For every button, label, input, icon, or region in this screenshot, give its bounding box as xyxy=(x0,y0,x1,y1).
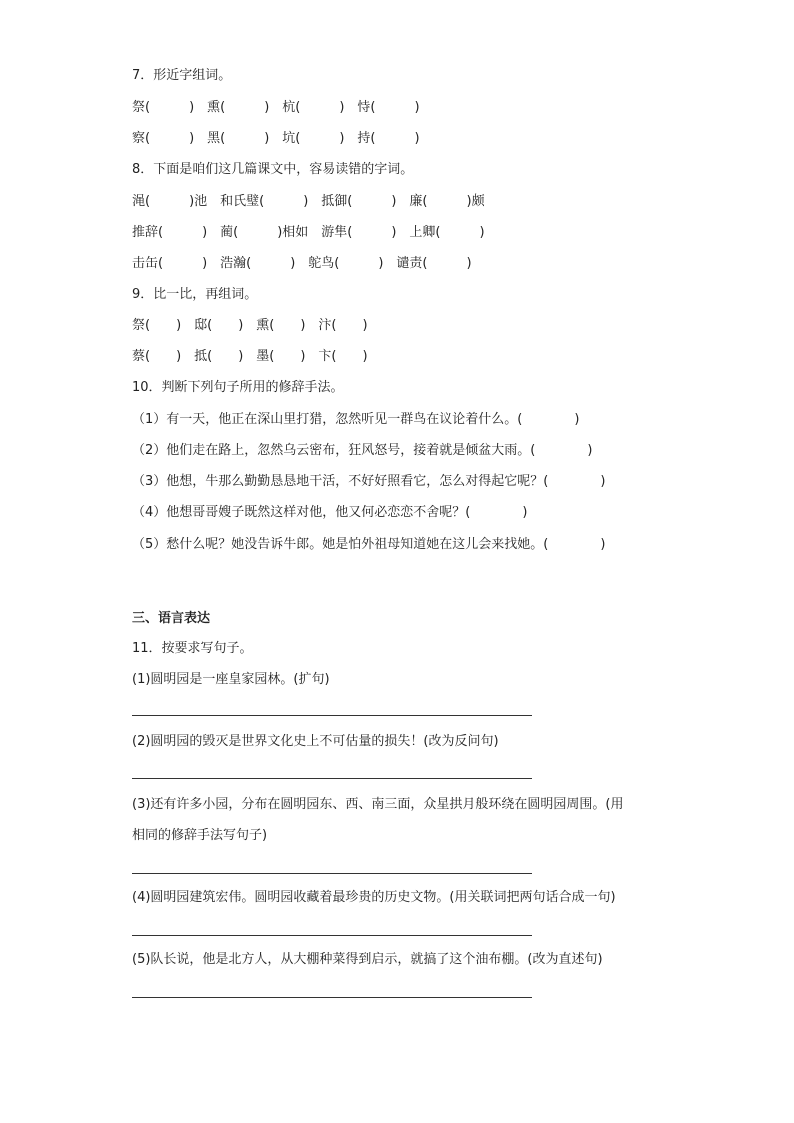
q8-row-3: 击缶( ) 浩瀚( ) 鸵鸟( ) 谴责( ) xyxy=(132,256,472,271)
q11-item: (1)圆明园是一座皇家园林。(扩句) xyxy=(132,672,330,687)
q10-item: （1）有一天，他正在深山里打猎，忽然听见一群鸟在议论着什么。( ) xyxy=(132,412,580,427)
q11-item: (4)圆明园建筑宏伟。圆明园收藏着最珍贵的历史文物。(用关联词把两句话合成一句) xyxy=(132,890,616,905)
q9-title: 9．比一比，再组词。 xyxy=(132,287,258,302)
q8-row-1: 渑( )池 和氏璧( ) 抵御( ) 廉( )颇 xyxy=(132,194,485,209)
answer-line[interactable] xyxy=(132,935,532,936)
q11-title: 11．按要求写句子。 xyxy=(132,641,253,656)
q10-item: （4）他想哥哥嫂子既然这样对他，他又何必恋恋不舍呢？( ) xyxy=(132,505,528,520)
q11-item-continuation: 相同的修辞手法写句子) xyxy=(132,828,268,843)
q9-row-2: 蔡( ) 抵( ) 墨( ) 卞( ) xyxy=(132,349,368,364)
q11-item: (2)圆明园的毁灭是世界文化史上不可估量的损失！(改为反问句) xyxy=(132,734,499,749)
q10-title: 10．判断下列句子所用的修辞手法。 xyxy=(132,380,344,395)
q10-item: （2）他们走在路上，忽然乌云密布，狂风怒号，接着就是倾盆大雨。( ) xyxy=(132,443,593,458)
q8-title: 8．下面是咱们这几篇课文中，容易读错的字词。 xyxy=(132,162,414,177)
answer-line[interactable] xyxy=(132,715,532,716)
answer-line[interactable] xyxy=(132,997,532,998)
q10-item: （5）愁什么呢？她没告诉牛郎。她是怕外祖母知道她在这儿会来找她。( ) xyxy=(132,537,606,552)
q9-row-1: 祭( ) 邸( ) 熏( ) 汴( ) xyxy=(132,318,368,333)
q11-item: (3)还有许多小园，分布在圆明园东、西、南三面，众星拱月般环绕在圆明园周围。(用 xyxy=(132,797,624,812)
answer-line[interactable] xyxy=(132,873,532,874)
answer-line[interactable] xyxy=(132,778,532,779)
q10-item: （3）他想，牛那么勤勤恳恳地干活，不好好照看它，怎么对得起它呢？( ) xyxy=(132,474,606,489)
q7-row-2: 察( ) 黑( ) 坑( ) 持( ) xyxy=(132,131,420,146)
section-title-language-expression: 三、语言表达 xyxy=(132,611,211,626)
q7-title: 7．形近字组词。 xyxy=(132,68,232,83)
q7-row-1: 祭( ) 熏( ) 杭( ) 恃( ) xyxy=(132,100,420,115)
q11-item: (5)队长说，他是北方人，从大棚种菜得到启示，就搞了这个油布棚。(改为直述句) xyxy=(132,952,603,967)
q8-row-2: 推辞( ) 蔺( )相如 游隼( ) 上卿( ) xyxy=(132,225,485,240)
